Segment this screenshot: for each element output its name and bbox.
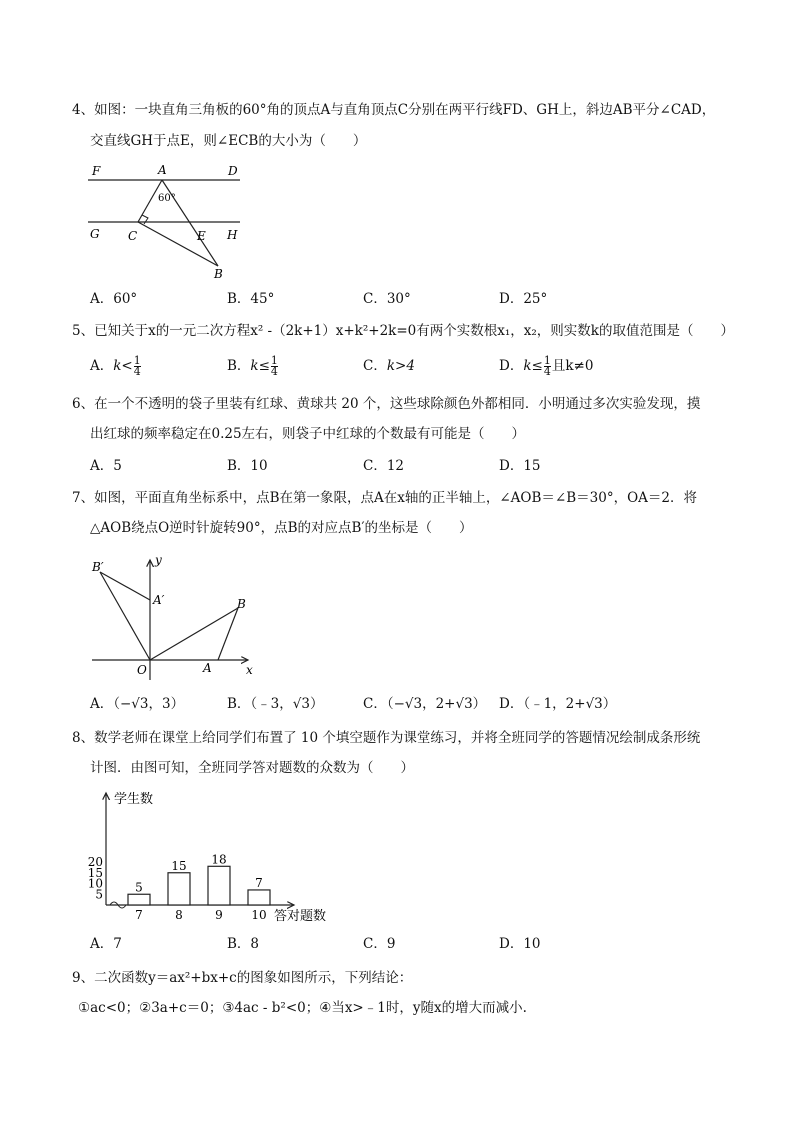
x-tick-label-10: 10 xyxy=(251,908,267,922)
q5-d-den: 4 xyxy=(543,365,551,378)
q6-option-a: A．5 xyxy=(90,458,122,474)
label-A: A xyxy=(158,163,167,177)
bar-8 xyxy=(168,873,190,905)
q5-option-a xyxy=(90,356,141,377)
bar-value-label-8: 15 xyxy=(171,858,187,873)
label-C: C xyxy=(128,229,138,243)
q5-b-num: 1 xyxy=(270,354,278,367)
segment-ob-prime xyxy=(100,572,150,660)
segment-ob xyxy=(150,608,238,660)
q7-option-b: B．（﹣3，√3） xyxy=(227,696,324,712)
chart-xlabel: 答对题数 xyxy=(274,909,327,924)
q7-option-d: D．（﹣1，2+√3） xyxy=(499,696,617,712)
q7-stem-line1: 7、如图，平面直角坐标系中，点B在第一象限，点A在x轴的正半轴上，∠AOB＝∠B＝30°，OA＝2．将 xyxy=(72,490,697,506)
q6-stem-line1: 6、在一个不透明的袋子里装有红球、黄球共 20 个，这些球除颜色外都相同．小明通过多次实验发现，摸 xyxy=(72,396,701,412)
q6-option-c: C．12 xyxy=(363,458,405,474)
bar-7 xyxy=(128,894,150,905)
label-x: x xyxy=(246,663,253,677)
y-tick-label-20: 20 xyxy=(87,855,103,869)
label-A: A xyxy=(203,661,212,675)
right-angle-mark xyxy=(142,215,148,224)
q5-a-num: 1 xyxy=(133,354,141,367)
bar-10 xyxy=(248,890,270,905)
q4-option-a: A．60° xyxy=(90,291,138,307)
q9-stem-line2: ①ac<0；②3a+c＝0；③4ac - b²<0；④当x>﹣1时，y随x的增大而减小. xyxy=(78,1000,527,1016)
segment-ab xyxy=(218,608,238,660)
label-D: D xyxy=(228,164,238,178)
q8-stem-line1: 8、数学老师在课堂上给同学们布置了 10 个填空题作为课堂练习，并将全班同学的答题情况绘制成条形统 xyxy=(72,730,701,746)
bar-value-label-9: 18 xyxy=(211,852,227,867)
q7-stem-line2: △AOB绕点O逆时针旋转90°，点B的对应点B′的坐标是（ ） xyxy=(90,520,473,536)
label-A-prime: A′ xyxy=(153,593,165,607)
label-H: H xyxy=(227,228,238,242)
q5-c-prefix: C． xyxy=(363,358,387,374)
label-G: G xyxy=(90,227,100,241)
q8-option-d: D．10 xyxy=(499,936,541,952)
q5-b-pre: k≤ xyxy=(250,358,270,374)
q6-option-b: B．10 xyxy=(227,458,268,474)
q7-option-a: A．（−√3，3） xyxy=(90,696,185,712)
segment-cb xyxy=(138,222,218,266)
q4-stem-line2: 交直线GH于点E，则∠ECB的大小为（ ） xyxy=(90,133,367,149)
q4-stem-line1: 4、如图：一块直角三角板的60°角的顶点A与直角顶点C分别在两平行线FD、GH上，斜边AB平分∠CAD， xyxy=(72,102,716,118)
q5-a-pre: k< xyxy=(113,358,133,374)
y-tick-label-5: 5 xyxy=(95,887,103,902)
q4-option-b: B．45° xyxy=(227,291,275,307)
q5-option-d xyxy=(499,356,593,377)
q5-b-prefix: B． xyxy=(227,358,251,374)
bar-value-label-10: 7 xyxy=(255,875,263,890)
q9-stem-line1: 9、二次函数y＝ax²+bx+c的图象如图所示，下列结论： xyxy=(72,970,413,986)
q4-option-c: C．30° xyxy=(363,291,411,307)
label-y: y xyxy=(155,553,162,567)
q5-a-prefix: A． xyxy=(90,358,114,374)
x-tick-label-7: 7 xyxy=(135,908,143,922)
x-tick-label-8: 8 xyxy=(175,908,183,922)
q8-stem-line2: 计图．由图可知，全班同学答对题数的众数为（ ） xyxy=(90,760,414,776)
x-tick-label-9: 9 xyxy=(215,908,223,922)
q5-option-c xyxy=(363,356,415,376)
q6-stem-line2: 出红球的频率稳定在0.25左右，则袋子中红球的个数最有可能是（ ） xyxy=(90,426,526,442)
q6-option-d: D．15 xyxy=(499,458,541,474)
bar-9 xyxy=(208,866,230,905)
q4-figure xyxy=(80,160,260,280)
q5-d-pre: k≤ xyxy=(523,358,543,374)
q5-b-den: 4 xyxy=(270,365,278,378)
chart-ylabel: 学生数 xyxy=(114,792,154,807)
label-E: E xyxy=(197,229,206,243)
q5-d-num: 1 xyxy=(543,354,551,367)
label-B: B xyxy=(237,597,246,611)
label-angle-60: 60° xyxy=(158,193,176,204)
q7-option-c: C．（−√3，2+√3） xyxy=(363,696,487,712)
q5-c-pre: k>4 xyxy=(386,358,415,374)
bar-value-label-7: 5 xyxy=(135,880,143,895)
q5-d-prefix: D． xyxy=(499,358,524,374)
q5-option-b xyxy=(227,356,278,377)
label-B: B xyxy=(214,267,223,281)
q8-option-a: A．7 xyxy=(90,936,122,952)
label-B-prime: B′ xyxy=(92,560,104,574)
y-tick-label-15: 15 xyxy=(87,865,103,880)
q8-option-c: C．9 xyxy=(363,936,396,952)
label-F: F xyxy=(92,164,101,178)
q5-d-post: 且k≠0 xyxy=(551,358,594,374)
q5-a-den: 4 xyxy=(133,365,141,378)
q7-figure xyxy=(88,550,263,685)
q4-option-d: D．25° xyxy=(499,291,548,307)
q8-option-b: B．8 xyxy=(227,936,260,952)
y-tick-label-10: 10 xyxy=(87,876,103,891)
answer-count-bar-chart xyxy=(88,787,348,927)
label-O: O xyxy=(137,663,147,677)
q5-stem-line1: 5、已知关于x的一元二次方程x² -（2k+1）x+k²+2k=0有两个实数根x₁，x₂，则实数k的取值范围是（ ） xyxy=(72,323,734,339)
